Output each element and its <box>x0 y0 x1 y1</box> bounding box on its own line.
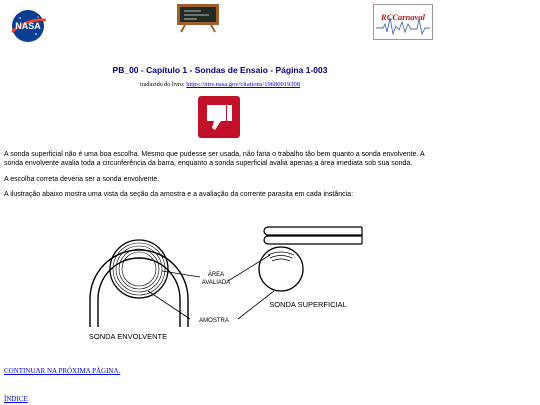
nasa-logo-text: NASA <box>15 21 41 31</box>
continue-next-page-link[interactable]: CONTINUAR NA PRÓXIMA PÁGINA. <box>4 367 121 375</box>
probe-illustration <box>78 209 368 343</box>
translated-from-line <box>0 81 440 88</box>
translated-prefix: traduzido do livro: <box>140 82 187 88</box>
encircling-coil <box>90 250 188 327</box>
surface-probe-coil <box>264 227 362 244</box>
paragraph-surface-probe: A sonda superficial não é uma boa escolha. Mesmo que pudesse ser usada, não faria o trabalho tão bem quanto a sonda envolvente. A sonda envolvente avalia toda a circunferência da barra, enquanto a sonda superficial avalia apenas a área imediata sob sua sonda. <box>4 151 425 167</box>
source-link[interactable]: https://ntrs.nasa.gov/citations/19680019308 <box>186 81 300 88</box>
paragraph-correct-choice: A escolha correta deveria ser a sonda envolvente. <box>4 176 160 183</box>
area-evaluated-label-2: AVALIADA <box>201 280 231 286</box>
area-evaluated-label-1: ÁREA <box>207 272 225 278</box>
sample-label: AMOSTRA <box>199 318 229 324</box>
thumbs-down-button[interactable] <box>198 96 240 138</box>
encircling-probe-label: SONDA ENVOLVENTE <box>88 332 168 341</box>
rc-carnaval-logo <box>373 4 433 40</box>
chalkboard-icon <box>175 3 221 33</box>
sample-bar-encircling <box>110 240 168 298</box>
rc-logo-text: RCCarnaval <box>381 12 425 22</box>
index-link[interactable]: ÍNDICE <box>4 395 28 403</box>
page-title: PB_00 - Capítulo 1 - Sondas de Ensaio - Página 1-003 <box>112 65 328 75</box>
sample-bar-surface <box>259 247 303 291</box>
leader-lines <box>148 255 274 319</box>
surface-probe-label: SONDA SUPERFICIAL <box>269 300 347 309</box>
paragraph-illustration-intro: A ilustração abaixo mostra uma vista da seção da amostra e a avaliação da corrente parasita em cada instância: <box>4 191 354 198</box>
nasa-logo <box>8 8 48 44</box>
